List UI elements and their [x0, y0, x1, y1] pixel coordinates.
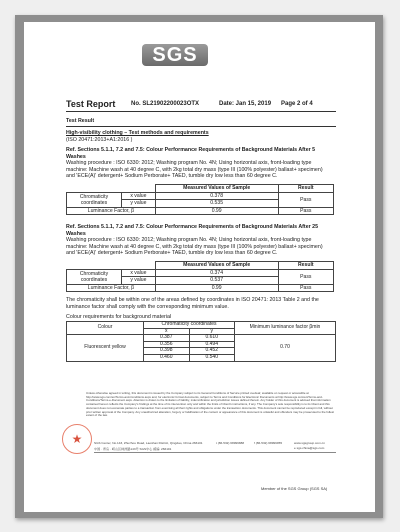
block5-chroma-label: Chromaticity coordinates [67, 192, 122, 207]
block5-y-value: 0.535 [155, 200, 278, 208]
email: e sgs.china@sgs.com [294, 446, 325, 450]
terms-disclaimer: Unless otherwise agreed in writing, this document is issued by the Company subject to its General Conditions of Service printed overleaf, available on request or accessible at http://www.sgs.com/en/Terms-and-Conditions.aspx and, for electronic format documents, subject to Terms and Conditions for Electronic Documents at http://www.sgs.com/en/Terms-and-Conditions/Terms-e-Document.aspx. Attention is drawn to the limitation of liability, indemnification and jurisdiction issues defined therein. Any holder of this document is advised that information contained hereon reflects the Company's findings at the time of its intervention only and within the limits of Client's instructions, if any. The Company's sole responsibility is to its Client and this document does not exonerate parties to a transaction from exercising all their rights and obligations under the transaction documents. This document cannot be reproduced except in full, without prior written approval of the Company. Any unauthorized alteration, forgery or falsification of the content or appearance of this document is unlawful and offenders may be prosecuted to the fullest extent of the law. [86, 391, 334, 418]
block25-heading-1: Ref. Sections 5.1.1, 7.2 and 7.5: Colour Performance Requirements of Background Materials After 25 [66, 224, 319, 230]
block25-y-label: y value [122, 277, 156, 285]
footer-divider [94, 452, 336, 453]
req-header-colour: Colour [67, 322, 144, 335]
block5-lum-value: 0.99 [155, 207, 278, 215]
red-seal-stamp: ★ [62, 424, 92, 454]
block5-x-value: 0.378 [155, 192, 278, 200]
block25-heading-2: Washes [66, 230, 86, 237]
req-min-lum: 0.70 [235, 335, 336, 361]
block5-y-label: y value [122, 200, 156, 208]
req-header-lum: Minimum luminance factor βmin [235, 322, 336, 335]
block5-heading-2: Washes [66, 153, 86, 160]
requirements-caption: Colour requirements for background material [66, 314, 172, 320]
req-y-2: 0.494 [189, 341, 235, 348]
block5-lum-result: Pass [278, 207, 333, 215]
block5-procedure-1: Washing procedure : ISO 6330: 2012; Washing program No. 4N; Using horizontal axis, front-loading type [66, 160, 312, 166]
block5-procedure-2: machine: Machine wash at 40 degree C, with 2kg total dry mass (type III (100% polyester) ballast+ specimen) [66, 166, 323, 173]
req-y-3: 0.452 [189, 348, 235, 355]
report-number: No. SL21902200023OTX [131, 101, 200, 107]
block5-procedure-3: and 'ECE(A)' detergent+ Sodium Perborate+ TAED, tumble dry low less than 60 degree C. [66, 173, 278, 179]
block25-chroma-result: Pass [278, 269, 333, 284]
block25-procedure-1: Washing procedure : ISO 6330: 2012; Washing program No. 4N; Using horizontal axis, front-loading type [66, 237, 312, 243]
sgs-logo: SGS [142, 44, 208, 66]
chromaticity-note-2: luminance factor shall comply with the corresponding minimum value. [66, 303, 229, 310]
section-title: High-visibility clothing – Test methods and requirements [66, 130, 209, 136]
block25-procedure-2: machine: Machine wash at 40 degree C, with 2kg total dry mass (type III (100% polyester) ballast+ specimen) [66, 243, 323, 250]
block25-y-value: 0.537 [155, 277, 278, 285]
req-y-1: 0.610 [189, 335, 235, 342]
colour-requirements-table [66, 321, 336, 362]
block25-chroma-label: Chromaticity coordinates [67, 269, 122, 284]
block5-x-label: x value [122, 192, 156, 200]
section-standard: (ISO 20471:2013+A1:2016 ) [66, 136, 133, 143]
telephone: t (86-532) 68999888 [216, 441, 245, 445]
block5-chroma-result: Pass [278, 192, 333, 207]
block25-lum-value: 0.99 [155, 284, 278, 292]
block5-header-measured: Measured Values of Sample [155, 185, 278, 193]
block5-results-table [66, 184, 334, 215]
block5-lum-label: Luminance Factor, β [67, 207, 156, 215]
req-header-y: y [189, 328, 235, 335]
req-x-2: 0.356 [144, 341, 190, 348]
block25-x-value: 0.374 [155, 269, 278, 277]
report-date: Date: Jan 15, 2019 [219, 101, 272, 107]
fax: f (86-532) 68999955 [254, 441, 283, 445]
block25-header-result: Result [278, 262, 333, 270]
block25-header-measured: Measured Values of Sample [155, 262, 278, 270]
block25-lum-result: Pass [278, 284, 333, 292]
block25-x-label: x value [122, 269, 156, 277]
req-x-1: 0.387 [144, 335, 190, 342]
req-header-chroma: Chromaticity coordinates [144, 322, 235, 329]
req-y-4: 0.540 [189, 354, 235, 361]
req-header-x: x [144, 328, 190, 335]
req-x-3: 0.398 [144, 348, 190, 355]
block25-procedure-3: and 'ECE(A)' detergent+ Sodium Perborate+ TAED, tumble dry low less than 60 degree C. [66, 250, 278, 256]
address-english: SGS Center, No.143, Zhuzhou Road, Laoshan District, Qingdao, China 266101 [94, 441, 203, 445]
req-x-4: 0.460 [144, 354, 190, 361]
block5-header-result: Result [278, 185, 333, 193]
report-title: Test Report [66, 99, 116, 109]
page-number: Page 2 of 4 [281, 101, 313, 107]
address-chinese: 中国 · 青岛 · 崂山区株洲路143号 SGS中心 邮编: 266101 [94, 447, 172, 451]
block25-lum-label: Luminance Factor, β [67, 284, 156, 292]
result-divider [66, 126, 336, 127]
header-divider [66, 111, 336, 112]
test-result-heading: Test Result [66, 118, 95, 124]
block25-results-table [66, 261, 334, 292]
chromaticity-note-1: The chromaticity shall be within one of the areas defined by coordinates in ISO 20471: 2013 Table 2 and the [66, 297, 319, 303]
website: www.sgsgroup.com.cn [294, 441, 325, 445]
block5-heading-1: Ref. Sections 5.1.1, 7.2 and 7.5: Colour Performance Requirements of Background Materials After 5 [66, 147, 316, 153]
sgs-member-note: Member of the SGS Group (SGS SA) [261, 486, 328, 491]
req-colour-name: Fluorescent yellow [67, 335, 144, 361]
